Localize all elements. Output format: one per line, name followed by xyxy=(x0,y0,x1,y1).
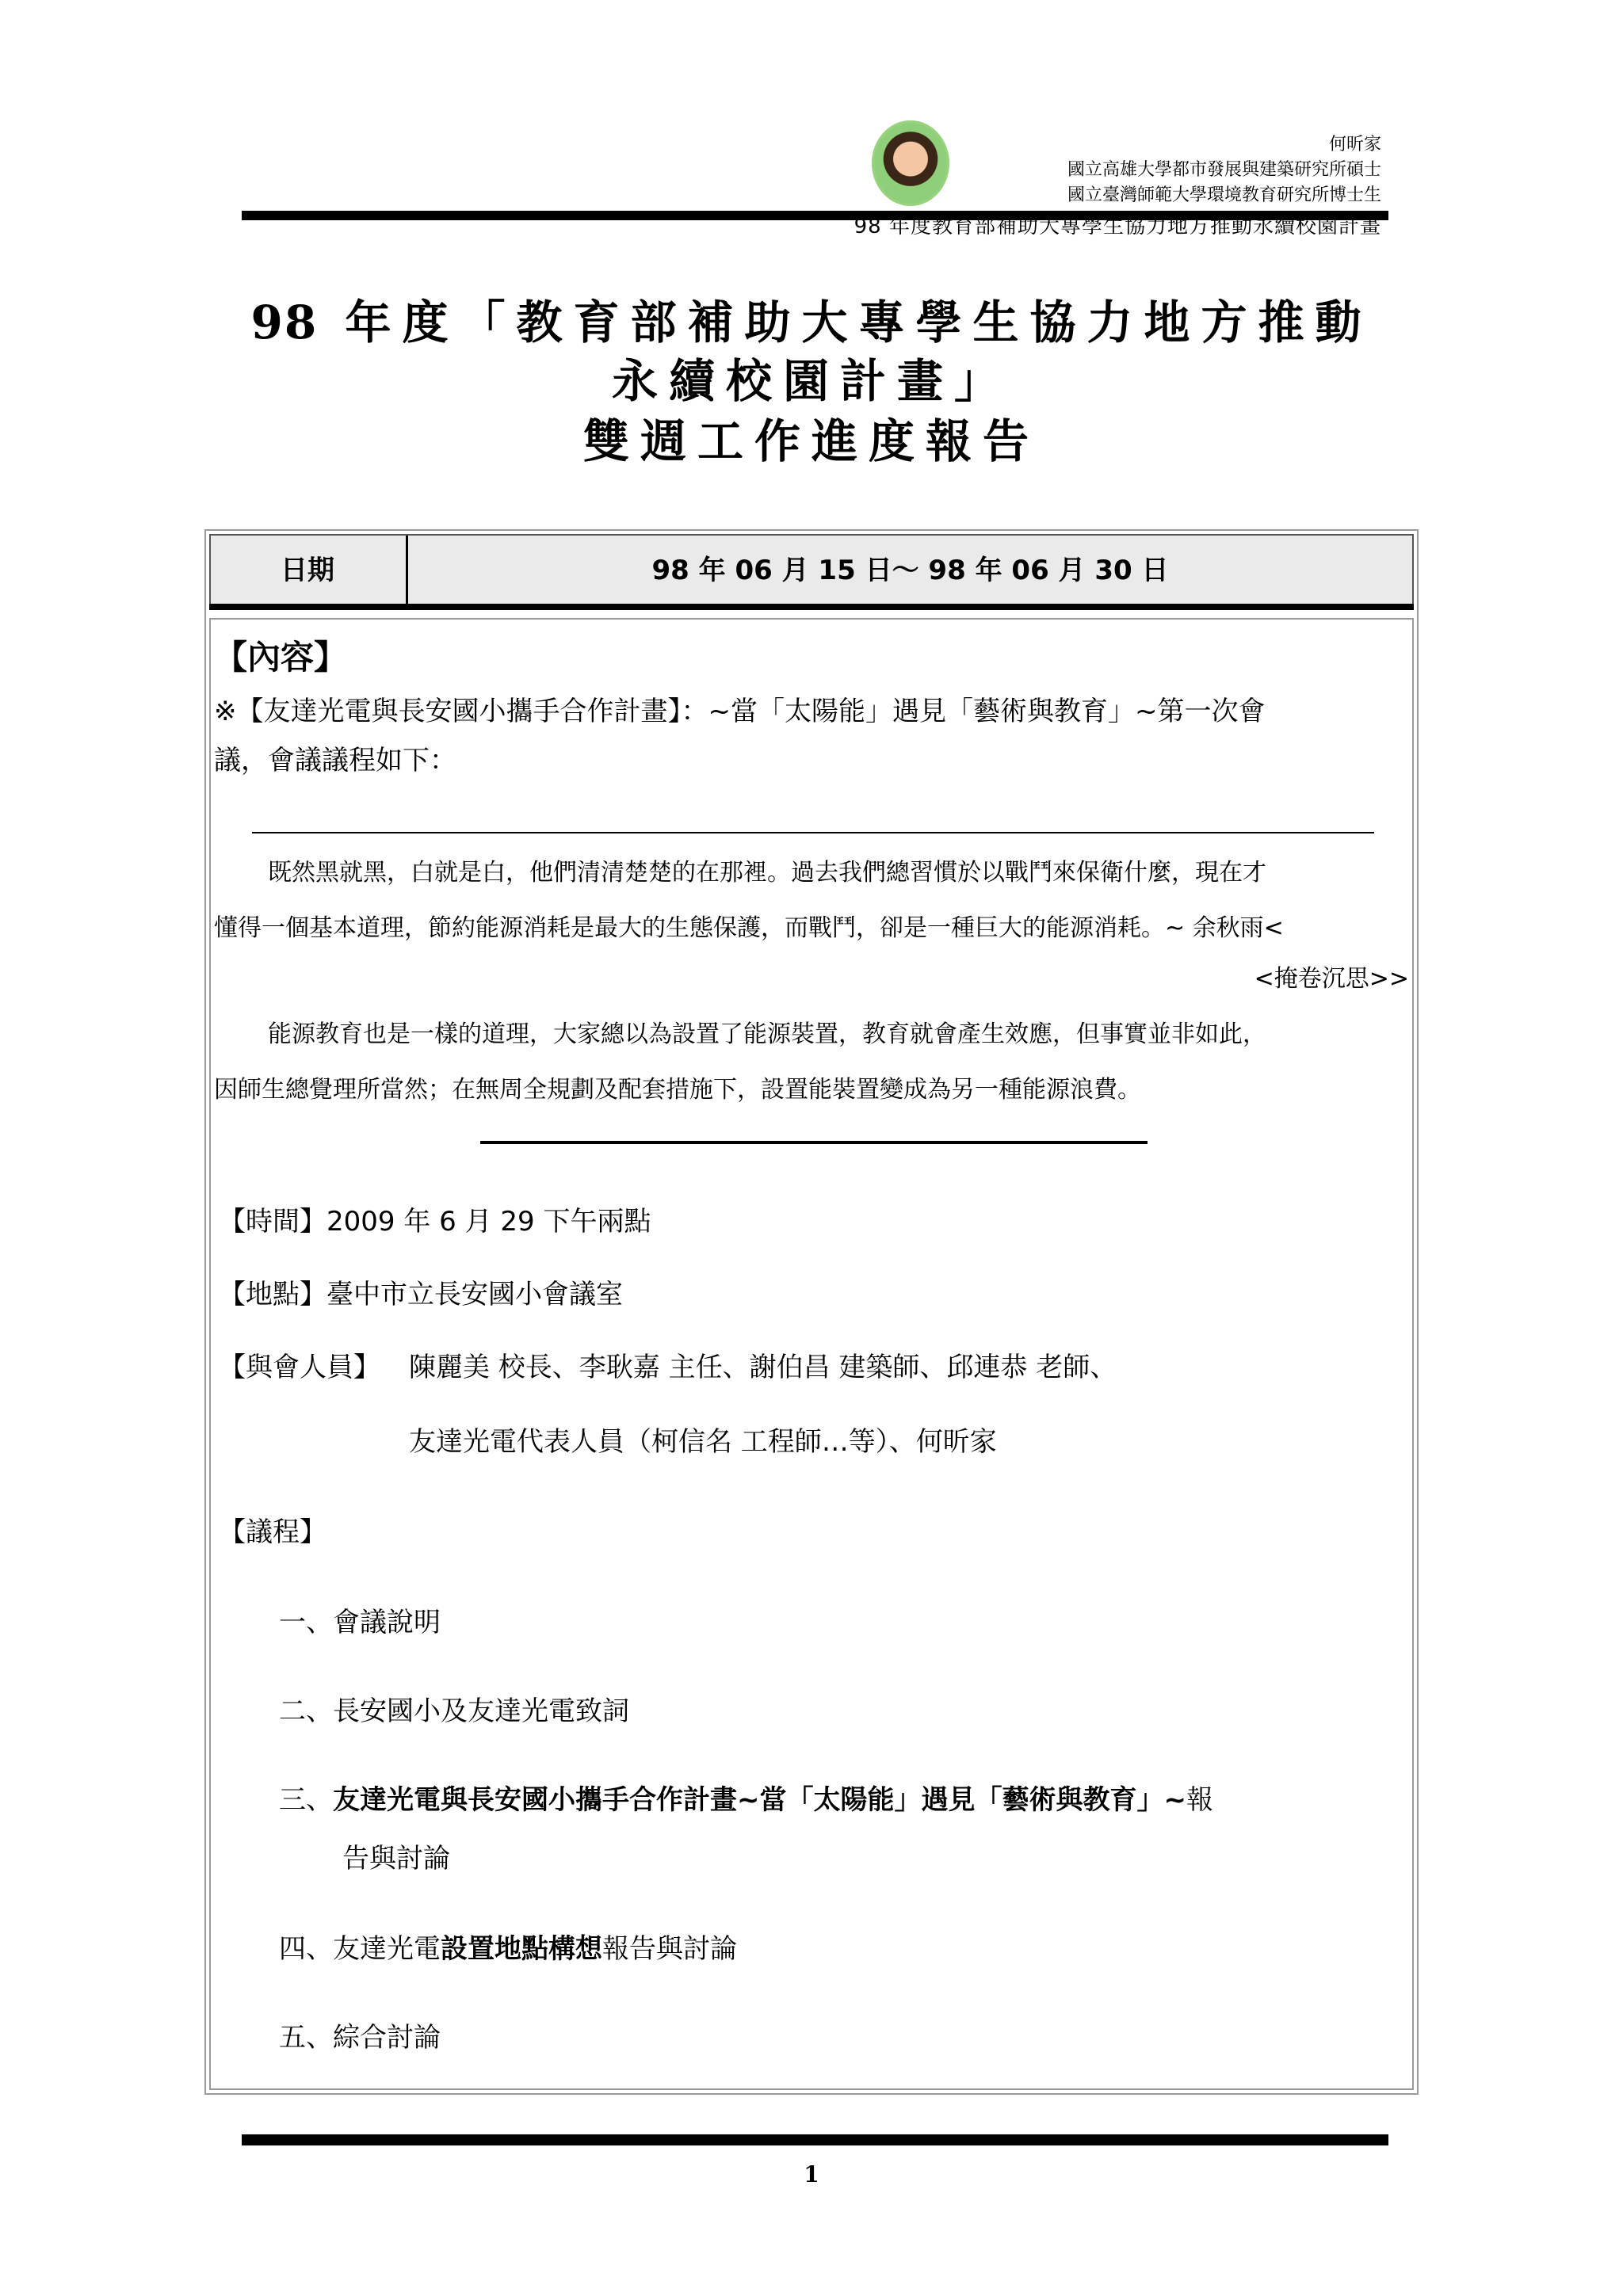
agenda-item-4-bold: 設置地點構想 xyxy=(441,1933,602,1965)
doc-title-line1 xyxy=(0,295,1623,350)
doc-title-line1-text: 年度「教育部補助大專學生協力地方推動 xyxy=(345,296,1373,349)
running-title: 98 年度教育部補助大專學生協力地方推動永續校園計畫 xyxy=(854,215,1381,238)
content-heading: 【內容】 xyxy=(214,638,348,677)
agenda-item-3-prefix: 三、 xyxy=(279,1784,333,1816)
para-line-1: 能源教育也是一樣的道理，大家總以為設置了能源裝置，教育就會產生效應，但事實並非如此， xyxy=(268,1020,1266,1048)
author-degree-master: 國立高雄大學都市發展與建築研究所碩士 xyxy=(1067,160,1381,180)
agenda-item-4-tail: 報告與討論 xyxy=(602,1933,737,1965)
footer-rule xyxy=(242,2134,1388,2145)
para-line-2: 因師生總覺理所當然；在無周全規劃及配套措施下，設置能裝置變成為另一種能源浪費。 xyxy=(214,1076,1141,1104)
agenda-item-4-prefix: 四、友達光電 xyxy=(279,1933,441,1965)
quote-line-2: 懂得一個基本道理，節約能源消耗是最大的生態保護，而戰鬥，卻是一種巨大的能源消耗。~ 余秋雨< xyxy=(214,914,1284,942)
date-row-edge-right xyxy=(1412,536,1414,604)
agenda-item-3-line-2: 告與討論 xyxy=(342,1843,450,1875)
attendees-line-2: 友達光電代表人員（柯信名 工程師…等）、何昕家 xyxy=(409,1426,997,1458)
page-number: 1 xyxy=(804,2161,819,2187)
quote-bottom-rule xyxy=(480,1141,1148,1144)
intro-line-1: ※【友達光電與長安國小攜手合作計畫】：~當「太陽能」遇見「藝術與教育」~第一次會 xyxy=(214,696,1266,727)
agenda-item-3 xyxy=(279,1784,1213,1816)
attendees-label: 【與會人員】 xyxy=(219,1352,380,1383)
doc-title-year: 98 xyxy=(250,296,319,349)
quote-top-rule xyxy=(252,832,1374,833)
date-label: 日期 xyxy=(281,555,334,586)
agenda-item-1: 一、會議說明 xyxy=(279,1607,441,1638)
date-value: 98 年 06 月 15 日～ 98 年 06 月 30 日 xyxy=(651,555,1169,586)
attendees-line-1: 陳麗美 校長、李耿嘉 主任、謝伯昌 建築師、邱連恭 老師、 xyxy=(409,1352,1117,1383)
meeting-place: 【地點】臺中市立長安國小會議室 xyxy=(219,1279,623,1310)
agenda-item-5: 五、綜合討論 xyxy=(279,2022,441,2054)
meeting-time: 【時間】2009 年 6 月 29 下午兩點 xyxy=(219,1206,651,1238)
author-photo xyxy=(872,120,949,206)
agenda-item-3-tail: 報 xyxy=(1186,1784,1213,1816)
doc-title-line3: 雙週工作進度報告 xyxy=(582,414,1040,468)
author-name: 何昕家 xyxy=(1328,135,1381,154)
agenda-heading: 【議程】 xyxy=(219,1516,327,1548)
agenda-item-4 xyxy=(279,1933,737,1965)
author-degree-phd: 國立臺灣師範大學環境教育研究所博士生 xyxy=(1067,185,1381,205)
quote-line-1: 既然黑就黑，白就是白，他們清清楚楚的在那裡。過去我們總習慣於以戰鬥來保衛什麼，現在才 xyxy=(268,859,1266,887)
agenda-item-2: 二、長安國小及友達光電致詞 xyxy=(279,1695,629,1727)
quote-source: <掩卷沉思>> xyxy=(1254,965,1409,993)
doc-title-line2: 永續校園計畫」 xyxy=(611,354,1011,408)
intro-line-2: 議，會議議程如下： xyxy=(214,745,456,776)
agenda-item-3-bold: 友達光電與長安國小攜手合作計畫~當「太陽能」遇見「藝術與教育」~ xyxy=(333,1784,1186,1816)
